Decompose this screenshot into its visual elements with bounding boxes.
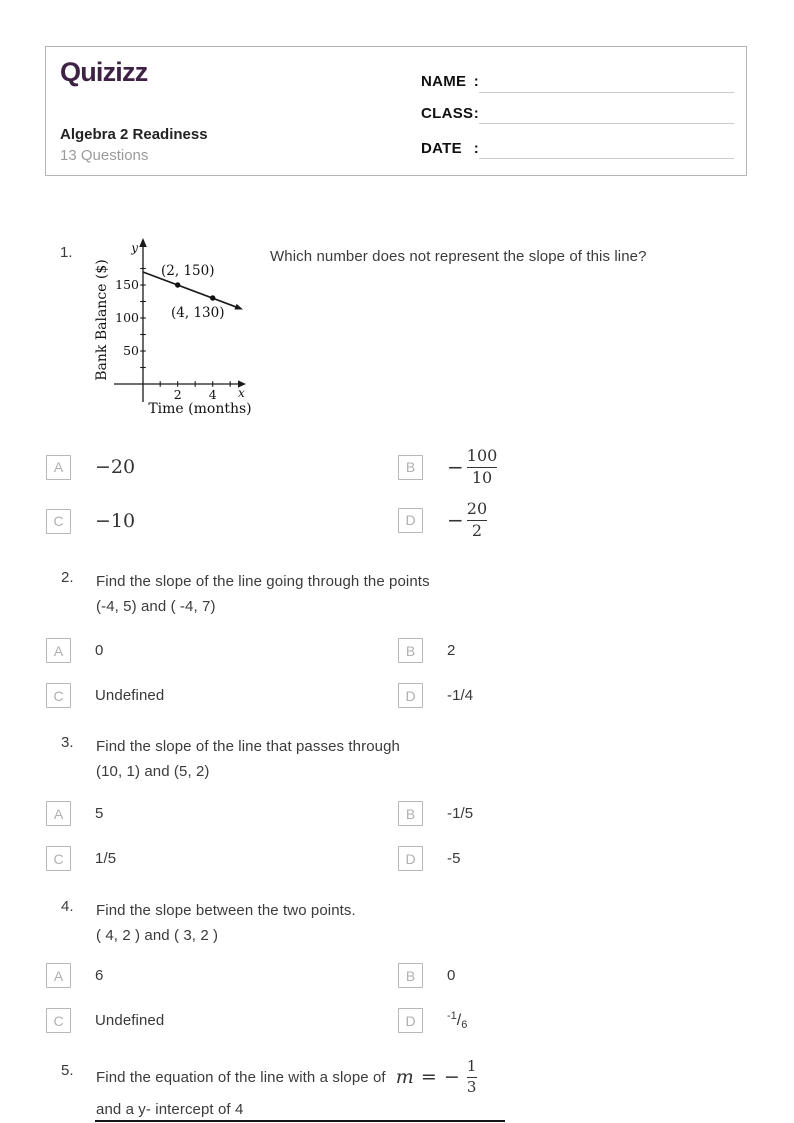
name-label (421, 73, 479, 90)
class-write-line[interactable] (479, 123, 734, 124)
q1-option-c (46, 508, 135, 534)
question-text-line1: Find the slope between the two points. (96, 902, 356, 919)
fraction-denominator: 6 (461, 1019, 468, 1031)
option-letter-box[interactable]: B (398, 963, 423, 988)
q1-option-d (398, 494, 487, 546)
fraction-denominator: 2 (467, 520, 487, 542)
option-letter-box[interactable]: D (398, 683, 423, 708)
math-variable: m (395, 1066, 414, 1088)
option-value: 2 (447, 642, 456, 659)
question-text: Which number does not represent the slope of this line? (270, 248, 647, 265)
option-letter-box[interactable]: C (46, 509, 71, 534)
question-text-line1: Find the slope of the line that passes through (96, 738, 400, 755)
option-letter-box[interactable]: A (46, 455, 71, 480)
bank-balance-graph (86, 236, 258, 431)
q1-option-a (46, 454, 135, 480)
x-tick-4: 4 (208, 387, 217, 402)
x-axis-letter: x (238, 386, 245, 400)
question-text-line2: and a y- intercept of 4 (96, 1101, 244, 1118)
option-value (447, 499, 487, 542)
y-axis-arrow-icon (139, 238, 147, 247)
fraction-denominator: 3 (466, 1077, 477, 1096)
question-number: 5. (61, 1062, 74, 1079)
question-count: 13 Questions (60, 147, 149, 164)
question-text (96, 569, 430, 619)
name-label-text: NAME (421, 73, 467, 90)
option-letter-box[interactable]: B (398, 801, 423, 826)
option-value: −20 (95, 456, 136, 478)
question-text-line1 (96, 1052, 477, 1102)
fraction-numerator: 1 (466, 1057, 477, 1075)
data-point-1 (175, 282, 180, 287)
q3-option-d (398, 846, 461, 871)
date-colon: : (473, 140, 479, 157)
question-text (96, 898, 356, 948)
option-value: Undefined (95, 1012, 165, 1029)
q3-option-b (398, 801, 473, 826)
question-number: 3. (61, 734, 74, 751)
question-text: Find the equation of the line with a slope of (96, 1068, 386, 1086)
option-value: -1/5 (447, 805, 474, 822)
question-text-line2: (10, 1) and (5, 2) (96, 763, 210, 780)
name-write-line[interactable] (479, 92, 734, 93)
equals-sign: = (420, 1066, 437, 1088)
line-arrow-icon (234, 304, 243, 310)
q4-option-c (46, 1008, 164, 1033)
point-label-1: (2, 150) (161, 263, 215, 279)
class-colon: : (473, 105, 479, 122)
minus-sign: − (443, 1066, 460, 1088)
q3-option-a (46, 801, 103, 826)
y-tick-150: 150 (115, 277, 139, 292)
class-label (421, 105, 479, 122)
question-number: 2. (61, 569, 74, 586)
class-label-text: CLASS (421, 105, 474, 122)
option-letter-box[interactable]: B (398, 638, 423, 663)
option-letter-box[interactable]: C (46, 846, 71, 871)
option-letter-box[interactable]: A (46, 638, 71, 663)
q2-option-d (398, 683, 473, 708)
option-letter-box[interactable]: D (398, 846, 423, 871)
date-label (421, 140, 479, 157)
option-letter-box[interactable]: A (46, 963, 71, 988)
name-colon: : (473, 73, 479, 90)
x-axis-title: Time (months) (148, 401, 252, 417)
option-value: −10 (95, 510, 136, 532)
option-letter-box[interactable]: D (398, 1008, 423, 1033)
quizizz-logo: Quizizz (60, 57, 148, 87)
option-letter-box[interactable]: D (398, 508, 423, 533)
option-letter-box[interactable]: A (46, 801, 71, 826)
question-text-line1: Find the slope of the line going through the points (96, 573, 430, 590)
y-axis-letter: y (131, 241, 138, 255)
option-letter-box[interactable]: C (46, 1008, 71, 1033)
q1-option-b (398, 442, 497, 492)
fraction-slash: / (456, 1012, 462, 1029)
point-label-2: (4, 130) (171, 305, 225, 321)
question-number: 4. (61, 898, 74, 915)
y-tick-50: 50 (123, 343, 139, 358)
slope-equation (396, 1057, 477, 1097)
fraction-numerator: 20 (466, 498, 488, 518)
fraction-numerator: 100 (466, 445, 498, 465)
question-text-line2: ( 4, 2 ) and ( 3, 2 ) (96, 927, 219, 944)
option-value: -1/4 (447, 687, 474, 704)
option-value: 6 (95, 967, 104, 984)
q4-option-a (46, 963, 103, 988)
question-text (96, 734, 400, 784)
question-text-line2: (-4, 5) and ( -4, 7) (96, 598, 216, 615)
option-value: 0 (95, 642, 104, 659)
date-label-text: DATE (421, 140, 462, 157)
minus-sign: − (447, 508, 464, 532)
option-value: 5 (95, 805, 104, 822)
q4-option-d (398, 1008, 467, 1033)
minus-sign: − (447, 455, 464, 479)
question-number: 1. (60, 244, 73, 261)
q2-option-c (46, 683, 164, 708)
option-value: Undefined (95, 687, 165, 704)
quiz-title: Algebra 2 Readiness (60, 126, 208, 143)
option-value: 1/5 (95, 850, 117, 867)
q2-option-b (398, 638, 455, 663)
option-value (447, 1010, 467, 1031)
q3-option-c (46, 846, 116, 871)
q4-option-b (398, 963, 455, 988)
x-tick-2: 2 (173, 387, 182, 402)
data-point-2 (210, 295, 215, 300)
header-box (45, 46, 747, 176)
fraction-denominator: 10 (467, 467, 498, 489)
y-axis-title: Bank Balance ($) (94, 259, 110, 381)
option-letter-box[interactable]: C (46, 683, 71, 708)
cutoff-rule (95, 1120, 505, 1122)
date-write-line[interactable] (479, 158, 734, 159)
option-letter-box[interactable]: B (398, 455, 423, 480)
q2-option-a (46, 638, 103, 663)
fraction-numerator: -1 (447, 1010, 457, 1022)
option-value: -5 (447, 850, 461, 867)
y-tick-100: 100 (115, 310, 139, 325)
option-value (447, 446, 497, 489)
option-value: 0 (447, 967, 456, 984)
